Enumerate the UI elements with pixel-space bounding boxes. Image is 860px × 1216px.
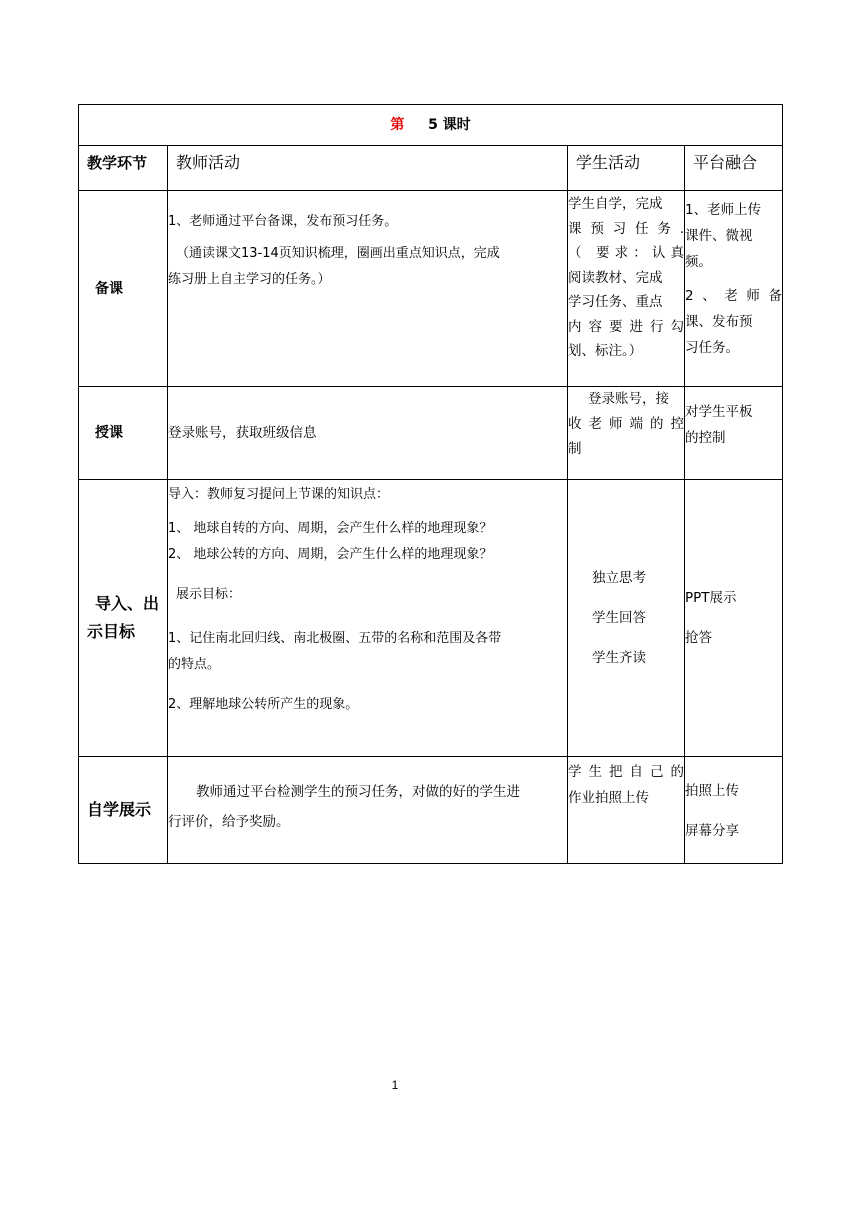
teacher-line: 展示目标： — [176, 587, 242, 602]
platform-line: 抢答 — [685, 630, 712, 646]
table-row — [79, 387, 783, 480]
stage-cell — [79, 480, 168, 757]
teacher-line: 行评价，给予奖励。 — [168, 814, 290, 830]
teacher-line: 2、 地球公转的方向、周期，会产生什么样的地理现象？ — [168, 547, 493, 562]
teacher-line: 1、 地球自转的方向、周期，会产生什么样的地理现象？ — [168, 521, 493, 536]
teacher-line: 登录账号，获取班级信息 — [168, 425, 317, 441]
stage-label: 示目标 — [87, 622, 136, 641]
platform-line: 1、老师上传 — [685, 202, 762, 218]
platform-line: 课件、微视 — [685, 228, 753, 244]
lesson-title — [79, 105, 783, 146]
teacher-activity-cell — [168, 480, 568, 757]
platform-line: PPT展示 — [685, 590, 737, 606]
header-student: 学生活动 — [568, 146, 685, 191]
header-row — [79, 146, 783, 191]
platform-line: 频。 — [685, 254, 712, 270]
student-line: 制 — [568, 441, 582, 457]
stage-cell — [79, 757, 168, 864]
teacher-activity-cell — [168, 191, 568, 387]
table-row — [79, 757, 783, 864]
student-line: 学生回答 — [592, 610, 646, 626]
stage-label: 导入、出 — [95, 594, 160, 613]
teacher-line: （通读课文13-14页知识梳理，圈画出重点知识点，完成 — [176, 246, 500, 261]
header-stage: 教学环节 — [79, 146, 168, 191]
stage-label: 备课 — [95, 280, 123, 297]
student-activity-cell — [568, 387, 685, 480]
student-line: 登录账号，接 — [588, 391, 669, 407]
platform-line: 课、发布预 — [685, 314, 753, 330]
teacher-line: 导入：教师复习提问上节课的知识点： — [168, 487, 390, 502]
teacher-line: 1、老师通过平台备课，发布预习任务。 — [168, 214, 398, 229]
student-line: 作业拍照上传 — [568, 790, 649, 806]
teacher-line: 1、记住南北回归线、南北极圈、五带的名称和范围及各带 — [168, 631, 502, 646]
student-line: 学生齐读 — [592, 650, 646, 666]
header-platform: 平台融合 — [685, 146, 783, 191]
student-line: 学习任务、重点 — [568, 294, 663, 310]
platform-cell — [685, 480, 783, 757]
lesson-title-suffix: 课时 — [442, 117, 471, 133]
student-activity-cell — [568, 757, 685, 864]
platform-cell — [685, 387, 783, 480]
platform-line: 习任务。 — [685, 340, 739, 356]
teacher-activity-cell — [168, 387, 568, 480]
stage-label: 自学展示 — [87, 800, 152, 819]
lesson-title-prefix: 第 — [390, 117, 405, 133]
teacher-activity-cell — [168, 757, 568, 864]
header-teacher: 教师活动 — [168, 146, 568, 191]
teacher-line: 教师通过平台检测学生的预习任务，对做的好的学生进 — [196, 784, 520, 800]
table-row — [79, 191, 783, 387]
page-number: 1 — [391, 1078, 399, 1092]
student-line: 阅读教材、完成 — [568, 269, 663, 286]
platform-line: 屏幕分享 — [685, 823, 739, 839]
platform-cell — [685, 191, 783, 387]
stage-cell — [79, 387, 168, 480]
student-line: 收老师端的控 — [568, 416, 684, 432]
student-line: （ 要求：认真 — [568, 245, 684, 261]
student-line: 划、标注。） — [568, 343, 643, 359]
teacher-line: 的特点。 — [168, 657, 221, 672]
platform-line: 拍照上传 — [685, 783, 739, 799]
platform-cell — [685, 757, 783, 864]
student-line: 独立思考 — [592, 570, 646, 586]
teacher-line: 2、理解地球公转所产生的现象。 — [168, 697, 359, 712]
student-line: 学生把自己的 — [568, 764, 684, 780]
student-line: 课预习任务. — [568, 220, 684, 237]
student-line: 内容要进行勾 — [568, 318, 684, 335]
lesson-number: 5 — [428, 117, 438, 133]
title-row — [79, 105, 783, 146]
student-line: 学生自学，完成 — [568, 196, 663, 212]
table-row — [79, 480, 783, 757]
student-activity-cell — [568, 191, 685, 387]
platform-line: 的控制 — [685, 430, 726, 446]
platform-line: 2、老师备 — [685, 288, 782, 304]
stage-label: 授课 — [95, 425, 123, 441]
platform-line: 对学生平板 — [685, 404, 753, 420]
lesson-plan-table — [78, 104, 783, 864]
student-activity-cell — [568, 480, 685, 757]
teacher-line: 练习册上自主学习的任务。） — [168, 272, 331, 287]
stage-cell — [79, 191, 168, 387]
